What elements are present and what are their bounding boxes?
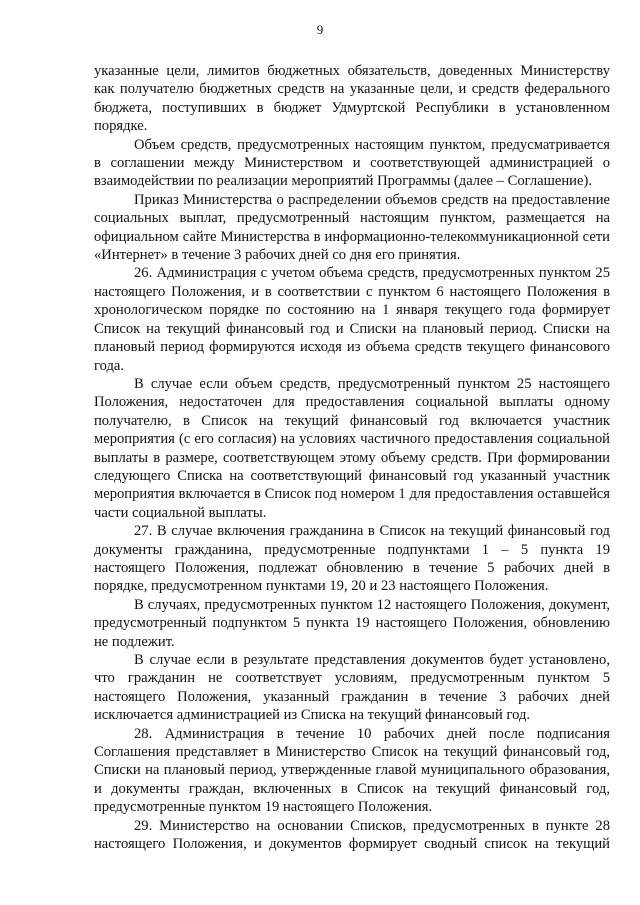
paragraph-continuation: указанные цели, лимитов бюджетных обязательств, доведенных Министерству как получателю бюджетных средств на указанные цели, и средств федерального бюджета, поступивших в бюджет Удмуртской Республики в установленном порядке.: [94, 63, 610, 135]
paragraph-item-29: 29. Министерство на основании Списков, предусмотренных в пункте 28 настоящего Положения, и документов формирует сводный список на текущий: [94, 817, 610, 853]
paragraph-item-26: 26. Администрация с учетом объема средств, предусмотренных пунктом 25 настоящего Положения, и в соответствии с пунктом 6 настоящего Положения в хронологическом порядке по состоянию на 1 января текущего года формирует Список на текущий финансовый год и Списки на плановый период. Списки на плановый период формируются исходя из объема средств текущего финансового года.: [94, 265, 610, 374]
page-number: 9: [316, 22, 324, 37]
paragraph-item-27: 27. В случае включения гражданина в Список на текущий финансовый год документы гражданина, предусмотренные подпунктами 1 – 5 пункта 19 настоящего Положения, подлежат обновлению в течение 5 рабочих дней в порядке, предусмотренном пунктами 19, 20 и 23 настоящего Положения.: [94, 523, 610, 595]
paragraph-insufficient-funds: В случае если объем средств, предусмотренный пунктом 25 настоящего Положения, недостаточен для предоставления социальной выплаты одному получателю, в Список на текущий финансовый год включается участник мероприятия (с его согласия) на условиях частичного предоставления социальной выплаты в размере, соответствующем этому объему средств. При формировании следующего Списка на соответствующий финансовый год указанный участник мероприятия включается в Список под номером 1 для предоставления оставшейся части социальной выплаты.: [94, 375, 610, 521]
paragraph-item-28: 28. Администрация в течение 10 рабочих дней после подписания Соглашения представляет в Министерство Список на текущий финансовый год, Списки на плановый период, утвержденные главой муниципального образования, и документы граждан, включенных в Список на текущий финансовый год, предусмотренные пунктом 19 настоящего Положения.: [94, 725, 610, 816]
paragraph-item-27-exception: В случаях, предусмотренных пунктом 12 настоящего Положения, документ, предусмотренный подпунктом 5 пункта 19 настоящего Положения, обновлению не подлежит.: [94, 596, 610, 650]
paragraph-funding-volume: Объем средств, предусмотренных настоящим пунктом, предусматривается в соглашении между Министерством и соответствующей администрацией о взаимодействии по реализации мероприятий Программы (далее – Соглашение).: [94, 136, 610, 190]
paragraph-item-27-exclusion: В случае если в результате представления документов будет установлено, что гражданин не соответствует условиям, предусмотренным пунктом 5 настоящего Положения, указанный гражданин в течение 3 рабочих дней исключается администрацией из Списка на текущий финансовый год.: [94, 652, 610, 724]
document-body: [94, 62, 610, 853]
paragraph-ministry-order: Приказ Министерства о распределении объемов средств на предоставление социальных выплат, предусмотренный настоящим пунктом, размещается на официальном сайте Министерства в информационно-телекоммуникационной сети «Интернет» в течение 3 рабочих дней со дня его принятия.: [94, 191, 610, 264]
